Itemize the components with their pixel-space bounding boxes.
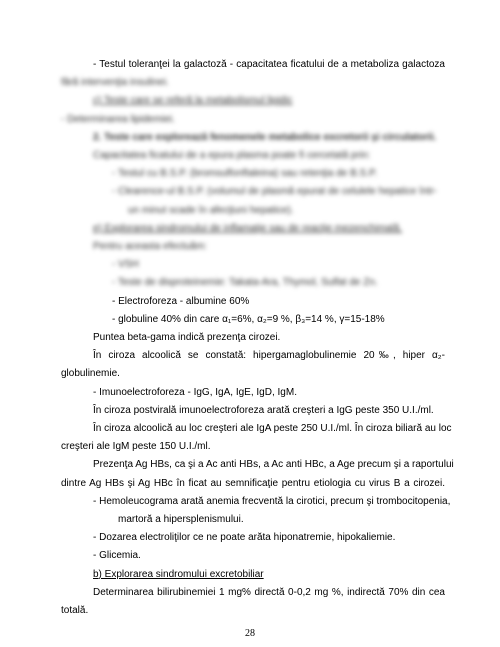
list-item: - Teste de disproteinemie: Takata-Ara, Thymol, Sulfat de Zn. (112, 277, 378, 289)
section-heading: b) Explorarea sindromului excretobiliar (93, 568, 264, 580)
text-line: creşteri ale IgM peste 150 U.I./ml. (61, 441, 211, 453)
list-item: - Dozarea electroliţilor ce ne poate arăta hiponatremie, hipokaliemie. (93, 532, 396, 544)
text-line: Determinarea bilirubinemiei 1 mg% directă 0-0,2 mg %, indirectă 70% din cea (93, 586, 445, 598)
text-line: un minut scade în afecţiuni hepatice). (128, 204, 294, 216)
text-line: martoră a hipersplenismului. (118, 514, 244, 525)
list-item: - VSH (112, 259, 139, 271)
text-line: Prezenţa Ag HBs, ca şi a Ac anti HBs, a Ac anti HBc, a Age precum şi a raportului (93, 459, 454, 471)
list-item: - Testul cu B.S.P. (bromsulfonftaleina) sau retenţia de B.S.P. (112, 168, 378, 180)
text-line: globulinemie. (61, 368, 120, 380)
text-line: Capacitatea ficatului de a epura plasma poate fi cercetată prin: (93, 150, 371, 161)
list-item: - Hemoleucograma arată anemia frecventă la cirotici, precum şi trombocitopenia, (93, 495, 451, 507)
section-heading: 2. Teste care explorează fenomenele metabolice excretorii şi circulatorii. (93, 131, 437, 143)
text-line: totală. (61, 605, 89, 616)
list-item: - Electroforeza - albumine 60% (112, 295, 250, 307)
list-item: - Glicemia. (93, 550, 141, 562)
section-heading: e) Explorarea sindromului de inflamaţie sau de reacţie mezenchimală. (93, 222, 403, 234)
text-line: dintre Ag HBs şi Ag HBc în ficat au semnificaţie pentru etiologia cu virus B a cirozei. (61, 477, 445, 489)
text-line: Pentru aceasta efectuăm: (93, 241, 207, 252)
page-number: 28 (245, 628, 255, 640)
text-line: În ciroza alcoolică se constată: hipergamaglobulinemie 20‰, hiper α₂- (93, 350, 445, 362)
text-line: Puntea beta-gama indică prezenţa cirozei. (93, 332, 281, 343)
text-line: - Determinarea lipidemiei. (61, 113, 175, 125)
list-item: - Imunoelectroforeza - IgG, IgA, IgE, IgD, IgM. (93, 386, 297, 398)
list-item: - Clearence-ul B.S.P. (volumul de plasmă epurat de celulele hepatice într- (112, 186, 437, 198)
text-line: În ciroza postvirală imunoelectroforeza arată creşteri a IgG peste 350 U.I./ml. (93, 404, 434, 416)
text-line: În ciroza alcoolică au loc creşteri ale IgA peste 250 U.I./ml. În ciroza biliară au loc (93, 423, 452, 434)
list-item: - globuline 40% din care α₁=6%, α₂=9 %, β₃=14 %, γ=15-18% (112, 313, 385, 325)
text-line: - Testul toleranţei la galactoză - capacitatea ficatului de a metaboliza galactoza (93, 59, 445, 70)
text-line: fără intervenţia insulinei. (61, 77, 169, 89)
section-heading: c) Teste care se referă la metabolismul lipidic (93, 95, 293, 107)
